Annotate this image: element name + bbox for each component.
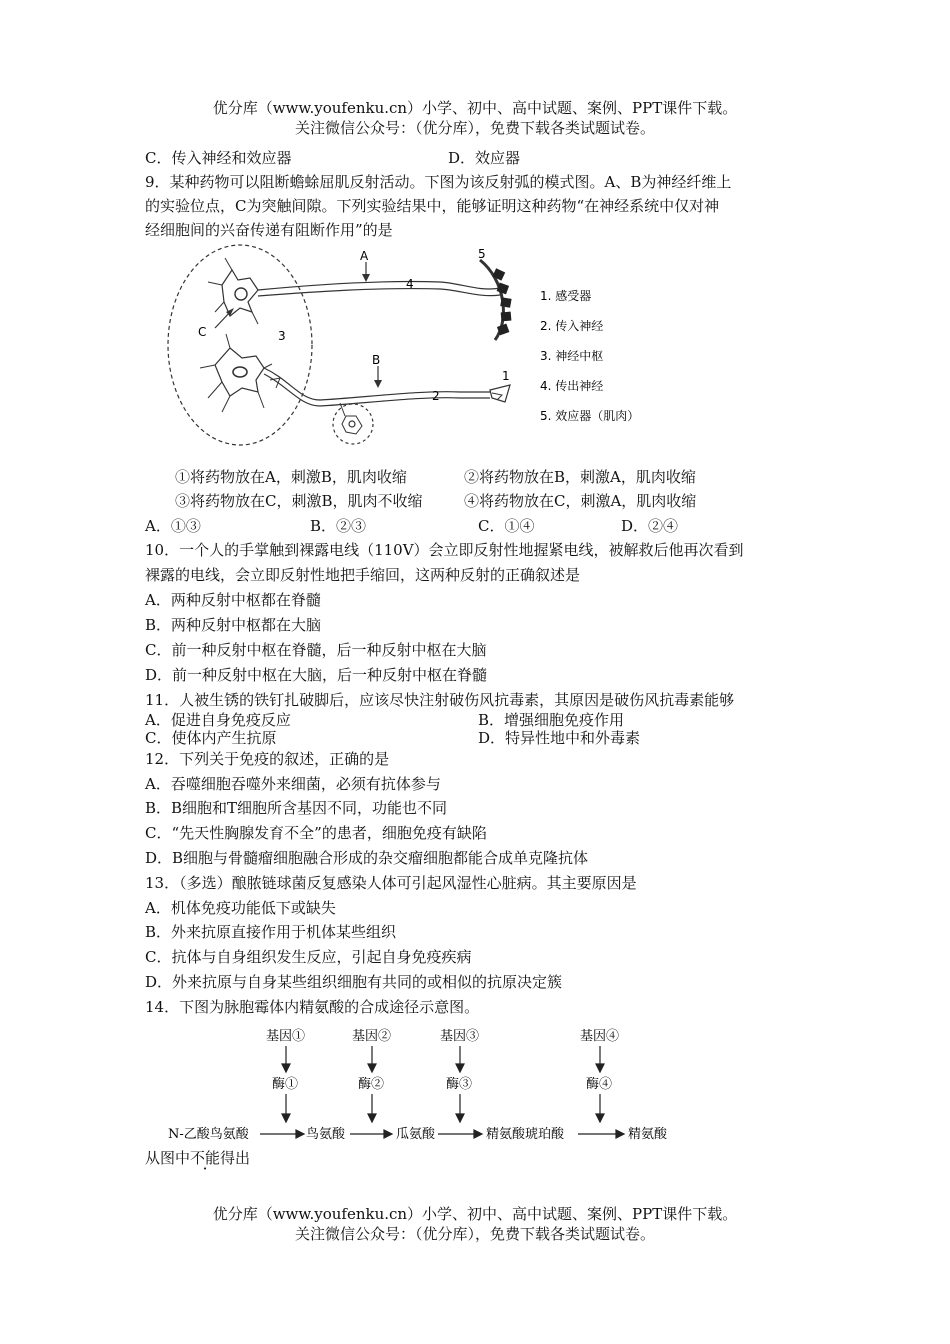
footer-line-1: 优分库（www.youfenku.cn）小学、初中、高中试题、案例、PPT课件下载。 (212, 1205, 738, 1223)
legend-item-1: 1. 感受器 (540, 289, 592, 303)
gene-4: 基因④ (580, 1029, 620, 1044)
ganglion-boundary (333, 404, 373, 444)
substance-argininosuccinate: 精氨酸琥珀酸 (486, 1127, 565, 1142)
q14-tail-a: 从图中 (145, 1149, 191, 1167)
q9-stem-line-3: 经细胞间的兴奋传递有阻断作用”的是 (145, 221, 393, 239)
header-line-1: 优分库（www.youfenku.cn）小学、初中、高中试题、案例、PPT课件下载。 (212, 99, 738, 117)
footer-line-2: 关注微信公众号：（优分库），免费下载各类试题试卷。 (294, 1225, 655, 1243)
q13-stem: 13．（多选）酿脓链球菌反复感染人体可引起风湿性心脏病。其主要原因是 (145, 874, 637, 892)
gene-1: 基因① (266, 1029, 306, 1044)
label-4: 4 (406, 277, 414, 291)
label-2: 2 (432, 389, 440, 403)
q14-tail-emphasis: 不能 (190, 1149, 221, 1167)
q12-option-d: D．B细胞与骨髓瘤细胞融合形成的杂交瘤细胞都能合成单克隆抗体 (145, 849, 589, 867)
q12-option-b: B．B细胞和T细胞所含基因不同，功能也不同 (145, 799, 448, 817)
label-1: 1 (502, 369, 510, 383)
q13-option-c: C．抗体与自身组织发生反应，引起自身免疫疾病 (145, 948, 472, 966)
enzyme-3: 酶③ (446, 1077, 473, 1092)
legend-item-2: 2. 传入神经 (540, 319, 604, 333)
prev-option-c: C．传入神经和效应器 (145, 149, 292, 167)
reflex-arc-diagram (160, 240, 680, 465)
q10-option-c: C．前一种反射中枢在脊髓，后一种反射中枢在大脑 (145, 641, 487, 659)
legend-item-5: 5. 效应器（肌肉） (540, 409, 640, 423)
label-3: 3 (278, 329, 286, 343)
label-b: B (372, 353, 381, 367)
q9-statement-4: ④将药物放在C，刺激A，肌肉收缩 (464, 492, 697, 510)
q9-stem-line-2: 的实验位点，C为突触间隙。下列实验结果中，能够证明这种药物“在神经系统中仅对神 (145, 197, 720, 215)
gene-3: 基因③ (440, 1029, 480, 1044)
substance-ornithine: 鸟氨酸 (306, 1127, 346, 1142)
q10-option-a: A．两种反射中枢都在脊髓 (145, 591, 321, 609)
gene-2: 基因② (352, 1029, 392, 1044)
q12-option-c: C．“先天性胸腺发育不全”的患者，细胞免疫有缺陷 (145, 824, 487, 842)
q13-option-d: D．外来抗原与自身某些组织细胞有共同的或相似的抗原决定簇 (145, 973, 563, 991)
legend-item-4: 4. 传出神经 (540, 379, 604, 393)
enzyme-1: 酶① (272, 1077, 299, 1092)
label-a: A (360, 249, 369, 263)
legend-item-3: 3. 神经中枢 (540, 349, 604, 363)
q9-option-c: C．①④ (478, 517, 535, 535)
q11-option-c: C．使体内产生抗原 (145, 729, 277, 747)
q14-tail-c: 得出 (220, 1149, 251, 1167)
label-c: C (198, 325, 207, 339)
q14-stem: 14．下图为脉胞霉体内精氨酸的合成途径示意图。 (145, 998, 480, 1016)
prev-option-d: D．效应器 (448, 149, 521, 167)
substance-n-acetylornithine: N-乙酸鸟氨酸 (168, 1127, 249, 1142)
substance-citrulline: 瓜氨酸 (396, 1127, 436, 1142)
q10-option-b: B．两种反射中枢都在大脑 (145, 616, 322, 634)
enzyme-2: 酶② (358, 1077, 385, 1092)
neural-center-boundary (168, 245, 312, 445)
q10-stem-line-1: 10．一个人的手掌触到裸露电线（110V）会立即反射性地握紧电线，被解救后他再次看到 (145, 541, 744, 559)
q11-stem: 11．人被生锈的铁钉扎破脚后，应该尽快注射破伤风抗毒素，其原因是破伤风抗毒素能够 (145, 691, 735, 709)
label-5: 5 (478, 247, 486, 261)
q12-option-a: A．吞噬细胞吞噬外来细菌，必须有抗体参与 (145, 775, 441, 793)
q12-stem: 12．下列关于免疫的叙述，正确的是 (145, 750, 390, 768)
q11-option-d: D．特异性地中和外毒素 (478, 729, 641, 747)
q9-statement-3: ③将药物放在C，刺激B，肌肉不收缩 (175, 492, 423, 510)
arginine-pathway-diagram (160, 1022, 700, 1147)
enzyme-4: 酶④ (586, 1077, 613, 1092)
q9-option-b: B．②③ (310, 517, 367, 535)
q14-tail (145, 1148, 250, 1168)
q9-stem-line-1: 9．某种药物可以阻断蟾蜍屈肌反射活动。下图为该反射弧的模式图。A、B为神经纤维上 (145, 173, 732, 191)
q10-stem-line-2: 裸露的电线，会立即反射性地把手缩回，这两种反射的正确叙述是 (145, 566, 581, 584)
q13-option-b: B．外来抗原直接作用于机体某些组织 (145, 923, 397, 941)
q9-option-d: D．②④ (621, 517, 679, 535)
header-line-2: 关注微信公众号：（优分库），免费下载各类试题试卷。 (294, 119, 655, 137)
q9-statement-1: ①将药物放在A，刺激B，肌肉收缩 (175, 468, 407, 486)
q13-option-a: A．机体免疫功能低下或缺失 (145, 899, 336, 917)
q11-option-a: A．促进自身免疫反应 (145, 711, 291, 729)
q11-option-b: B．增强细胞免疫作用 (478, 711, 625, 729)
upper-neuron (222, 270, 258, 316)
q9-statement-2: ②将药物放在B，刺激A，肌肉收缩 (464, 468, 696, 486)
q10-option-d: D．前一种反射中枢在大脑，后一种反射中枢在脊髓 (145, 666, 488, 684)
q9-option-a: A．①③ (145, 517, 201, 535)
substance-arginine: 精氨酸 (628, 1127, 668, 1142)
lower-neuron (215, 348, 264, 396)
